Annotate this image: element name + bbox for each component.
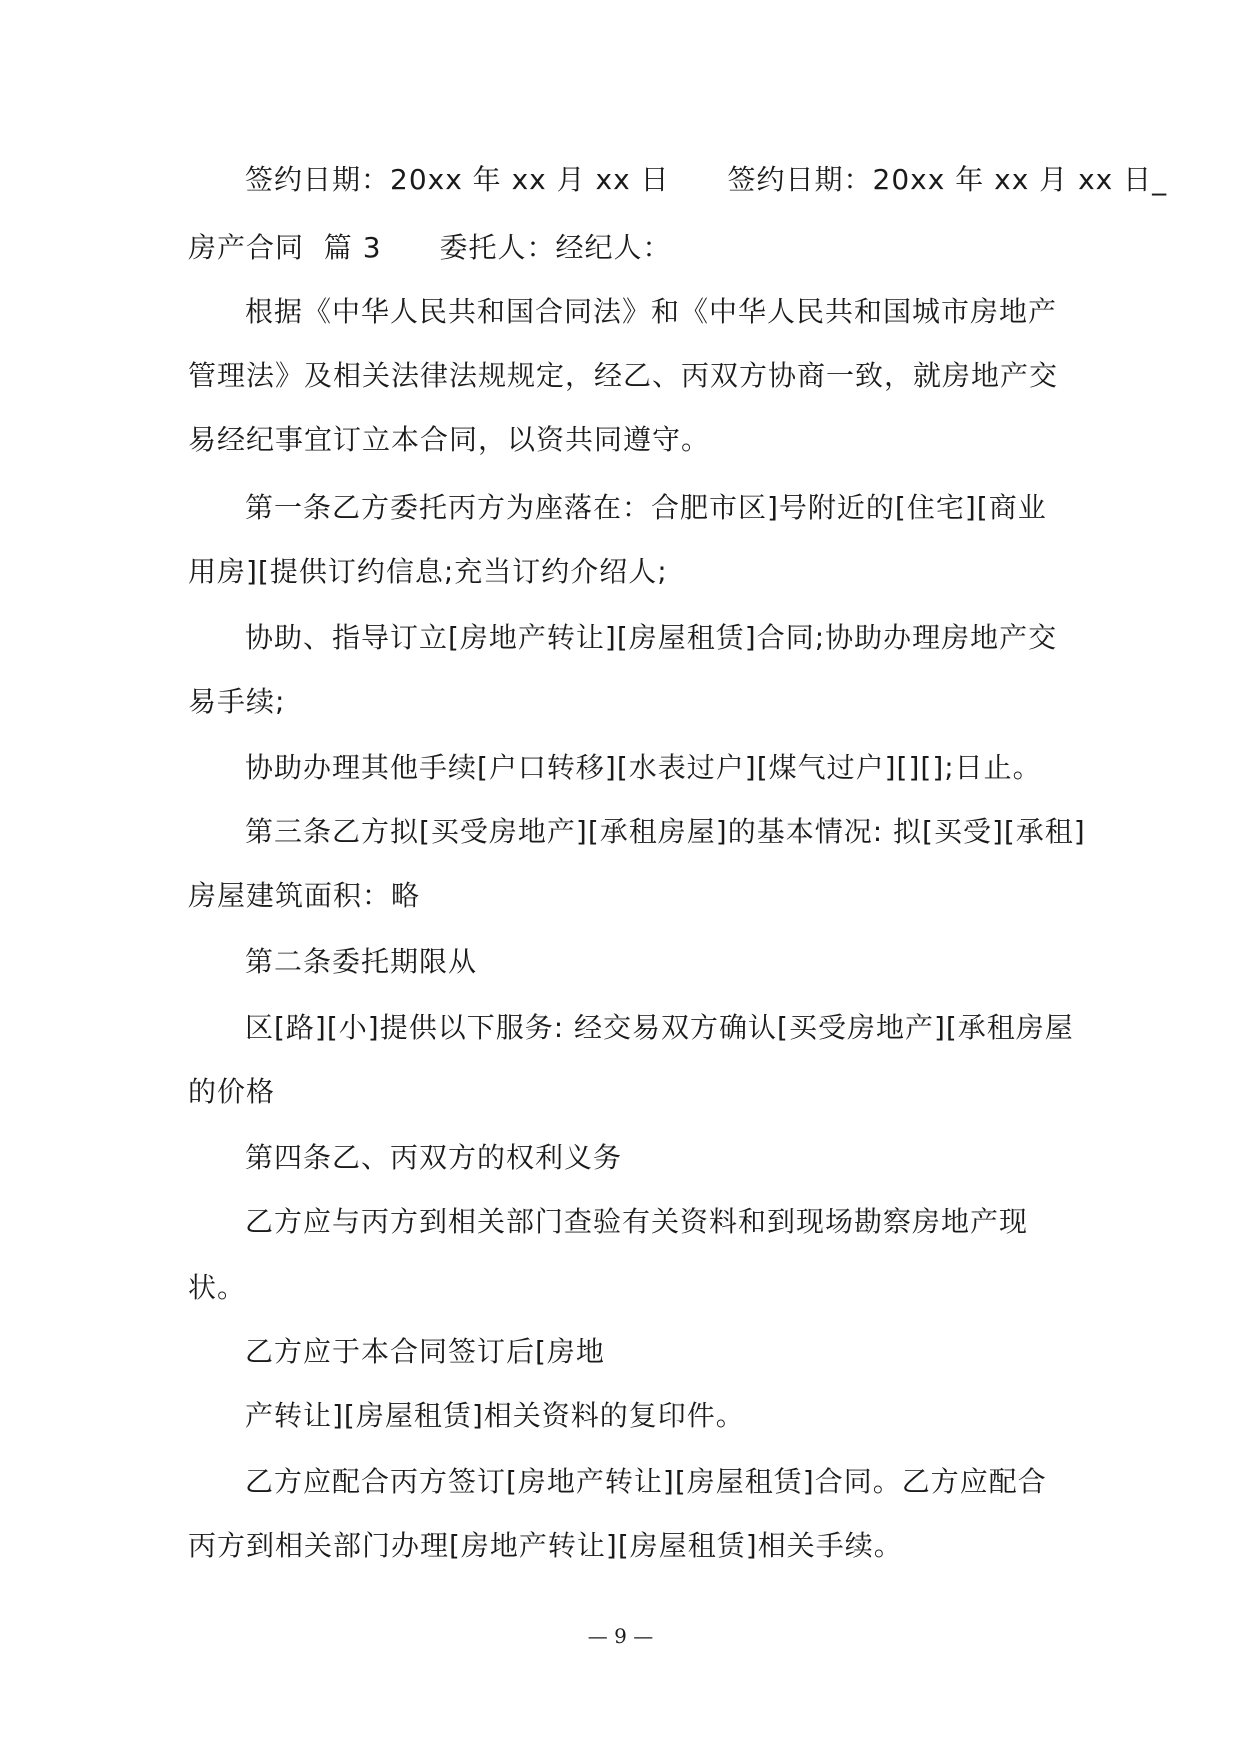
paragraph-line: 房屋建筑面积：略 (188, 879, 421, 912)
contract-heading-line: 房产合同 篇 3 委托人：经纪人： (188, 231, 672, 264)
paragraph-line: 丙方到相关部门办理[房地产转让][房屋租赁]相关手续。 (188, 1529, 903, 1562)
paragraph-line: 易手续; (188, 685, 286, 718)
article-1-line: 第一条乙方委托丙方为座落在：合肥市区]号附近的[住宅][商业 (245, 491, 1047, 524)
paragraph-line: 协助、指导订立[房地产转让][房屋租赁]合同;协助办理房地产交 (245, 621, 1058, 654)
paragraph-line: 管理法》及相关法律法规规定，经乙、丙双方协商一致，就房地产交 (188, 359, 1059, 392)
article-2-line: 第二条委托期限从 (245, 945, 478, 978)
paragraph-line: 乙方应配合丙方签订[房地产转让][房屋租赁]合同。乙方应配合 (245, 1465, 1047, 1498)
paragraph-line: 乙方应于本合同签订后[房地 (245, 1335, 605, 1368)
paragraph-line: 根据《中华人民共和国合同法》和《中华人民共和国城市房地产 (245, 295, 1058, 328)
paragraph-line: 的价格 (188, 1075, 276, 1108)
paragraph-line: 状。 (188, 1271, 247, 1304)
paragraph-line: 易经纪事宜订立本合同，以资共同遵守。 (188, 423, 711, 456)
paragraph-line: 产转让][房屋租赁]相关资料的复印件。 (245, 1399, 745, 1432)
paragraph-line: 用房][提供订约信息;充当订约介绍人; (188, 555, 668, 588)
paragraph-line: 乙方应与丙方到相关部门查验有关资料和到现场勘察房地产现 (245, 1205, 1029, 1238)
page-number: — 9 — (587, 1624, 654, 1648)
article-3-line: 第三条乙方拟[买受房地产][承租房屋]的基本情况: 拟[买受][承租] (245, 815, 1086, 848)
paragraph-line: 协助办理其他手续[户口转移][水表过户][煤气过户][][];日止。 (245, 751, 1042, 784)
paragraph-line: 区[路][小]提供以下服务: 经交易双方确认[买受房地产][承租房屋 (245, 1011, 1074, 1044)
article-4-line: 第四条乙、丙双方的权利义务 (245, 1141, 623, 1174)
signing-date-line: 签约日期：20xx 年 xx 月 xx 日 签约日期：20xx 年 xx 月 xx 日_ (245, 163, 1168, 196)
